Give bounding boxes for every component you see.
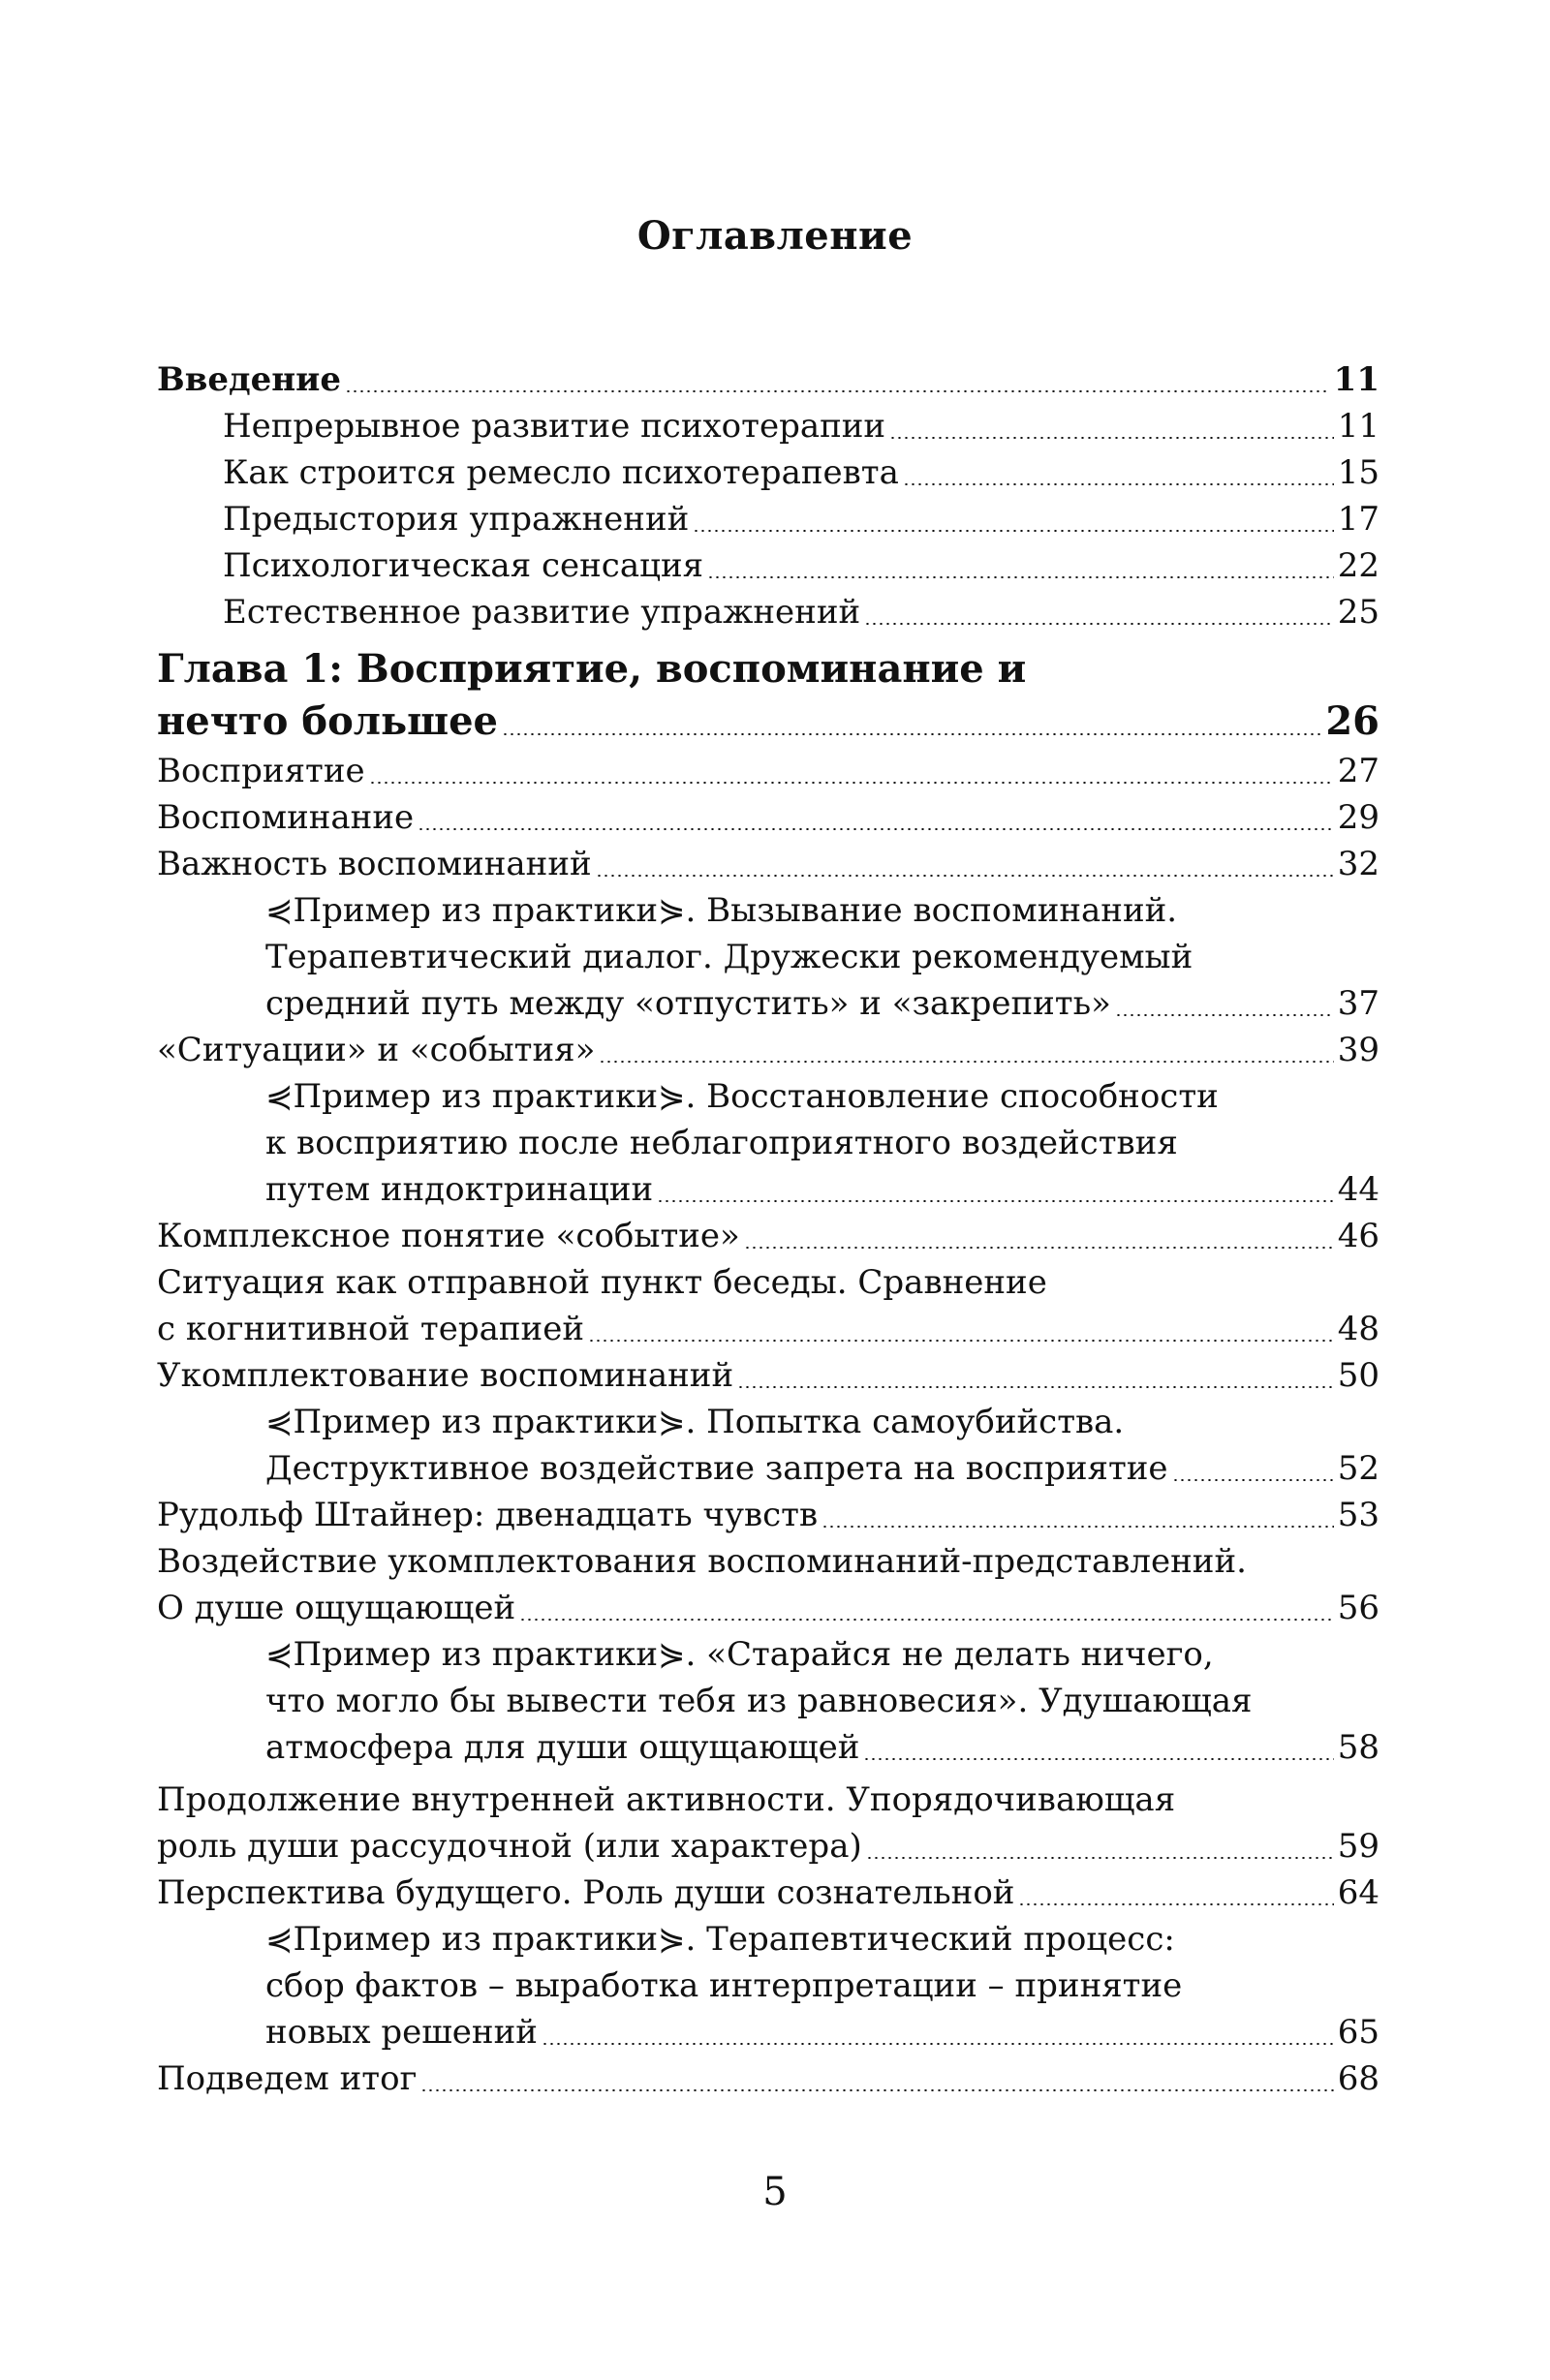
entry-page: 39	[1337, 1031, 1380, 1069]
entry-title-line: путем индоктринации	[265, 1170, 654, 1209]
entry-title: Психологическая сенсация	[223, 546, 704, 585]
entry-title: Перспектива будущего. Роль души сознательной	[157, 1873, 1015, 1912]
dot-leader	[693, 530, 1333, 532]
dot-leader	[744, 1247, 1334, 1249]
dot-leader	[599, 1061, 1333, 1063]
entry-title-line: ⋞Пример из практики⋟. «Старайся не делать ничего,	[265, 1635, 1214, 1674]
entry-page: 26	[1325, 698, 1380, 744]
toc-entry[interactable]	[157, 542, 1380, 589]
entry-title-line: к восприятию после неблагоприятного воздействия	[265, 1124, 1178, 1162]
dot-leader	[863, 1758, 1333, 1760]
entry-page: 64	[1337, 1873, 1380, 1912]
dot-leader	[542, 2043, 1334, 2045]
toc-entry[interactable]	[157, 496, 1380, 542]
entry-title-line: что могло бы вывести тебя из равновесия». Удушающая	[265, 1682, 1253, 1720]
entry-title: Введение	[157, 360, 342, 399]
entry-page: 50	[1337, 1356, 1380, 1395]
dot-leader	[519, 1619, 1334, 1621]
entry-page: 52	[1337, 1449, 1380, 1488]
entry-title: Естественное развитие упражнений	[223, 593, 861, 632]
toc-entry-introduction[interactable]	[157, 356, 1380, 403]
toc-entry[interactable]	[157, 794, 1380, 841]
toc-entry[interactable]	[157, 748, 1380, 794]
toc-entry-case-example[interactable]	[157, 1073, 1380, 1213]
dot-leader	[737, 1386, 1334, 1388]
dot-leader	[903, 483, 1334, 485]
toc-entry-case-example[interactable]	[157, 1399, 1380, 1492]
entry-title-line: сбор фактов – выработка интерпретации – принятие	[265, 1966, 1183, 2005]
entry-page: 44	[1337, 1170, 1380, 1209]
entry-page: 11	[1337, 407, 1380, 446]
dot-leader	[502, 733, 1321, 735]
page-title: Оглавление	[636, 213, 914, 259]
dot-leader	[1115, 1014, 1334, 1016]
dot-leader	[369, 782, 1334, 784]
toc-entry-case-example[interactable]	[157, 887, 1380, 1027]
entry-title-line: роль души рассудочной (или характера)	[157, 1827, 862, 1866]
entry-page: 48	[1337, 1310, 1380, 1348]
dot-leader	[889, 437, 1334, 439]
toc-entry[interactable]	[157, 1870, 1380, 1916]
entry-page: 22	[1337, 546, 1380, 585]
page-number: 5	[762, 2170, 788, 2214]
toc-entry[interactable]	[157, 1027, 1380, 1073]
entry-title-line: средний путь между «отпустить» и «закрепить»	[265, 984, 1111, 1023]
entry-title-line: нечто большее	[157, 698, 498, 744]
dot-leader	[822, 1526, 1334, 1528]
entry-title: Непрерывное развитие психотерапии	[223, 407, 886, 446]
toc-entry-case-example[interactable]	[157, 1631, 1380, 1771]
entry-title-line: ⋞Пример из практики⋟. Восстановление способности	[265, 1077, 1219, 1116]
dot-leader	[345, 390, 1330, 392]
entry-title-line: ⋞Пример из практики⋟. Вызывание воспоминаний.	[265, 891, 1178, 930]
toc-entry[interactable]	[157, 1777, 1380, 1870]
entry-title-line: ⋞Пример из практики⋟. Попытка самоубийства.	[265, 1403, 1125, 1441]
table-of-contents	[157, 356, 1380, 2102]
dot-leader	[596, 875, 1334, 877]
dot-leader	[418, 828, 1334, 830]
dot-leader	[864, 623, 1334, 625]
entry-page: 56	[1337, 1589, 1380, 1627]
toc-entry-case-example[interactable]	[157, 1916, 1380, 2055]
entry-title-line: с когнитивной терапией	[157, 1310, 584, 1348]
entry-title: Воспоминание	[157, 798, 415, 837]
entry-title-line: новых решений	[265, 2013, 538, 2052]
entry-title-line: Глава 1: Восприятие, воспоминание и	[157, 646, 1027, 692]
entry-page: 68	[1337, 2059, 1380, 2098]
entry-title: Предыстория упражнений	[223, 500, 690, 539]
entry-title: «Ситуации» и «события»	[157, 1031, 596, 1069]
toc-entry[interactable]	[157, 449, 1380, 496]
entry-page: 46	[1337, 1217, 1380, 1255]
toc-entry-chapter-1[interactable]	[157, 643, 1380, 748]
dot-leader	[866, 1857, 1334, 1859]
entry-title-line: О душе ощущающей	[157, 1589, 516, 1627]
entry-page: 53	[1337, 1496, 1380, 1534]
toc-entry[interactable]	[157, 841, 1380, 887]
entry-page: 29	[1337, 798, 1380, 837]
dot-leader	[707, 576, 1334, 578]
entry-title-line: Деструктивное воздействие запрета на восприятие	[265, 1449, 1168, 1488]
entry-title-line: Терапевтический диалог. Дружески рекомендуемый	[265, 938, 1194, 976]
entry-title: Рудольф Штайнер: двенадцать чувств	[157, 1496, 819, 1534]
entry-page: 11	[1333, 360, 1380, 399]
entry-page: 37	[1337, 984, 1380, 1023]
dot-leader	[588, 1340, 1334, 1342]
dot-leader	[1172, 1479, 1334, 1481]
toc-entry[interactable]	[157, 1492, 1380, 1538]
toc-entry[interactable]	[157, 589, 1380, 635]
entry-title-line: Воздействие укомплектования воспоминаний-представлений.	[157, 1542, 1247, 1581]
toc-entry[interactable]	[157, 2055, 1380, 2102]
toc-entry[interactable]	[157, 403, 1380, 449]
entry-title-line: Продолжение внутренней активности. Упорядочивающая	[157, 1780, 1176, 1819]
entry-title: Восприятие	[157, 752, 365, 790]
entry-title: Как строится ремесло психотерапевта	[223, 453, 899, 492]
toc-entry[interactable]	[157, 1352, 1380, 1399]
dot-leader	[657, 1200, 1334, 1202]
entry-title-line: Ситуация как отправной пункт беседы. Сравнение	[157, 1263, 1047, 1302]
entry-title-line: ⋞Пример из практики⋟. Терапевтический процесс:	[265, 1920, 1175, 1959]
toc-entry[interactable]	[157, 1538, 1380, 1631]
entry-title: Укомплектование воспоминаний	[157, 1356, 734, 1395]
entry-page: 65	[1337, 2013, 1380, 2052]
dot-leader	[1018, 1903, 1333, 1905]
entry-page: 17	[1337, 500, 1380, 539]
toc-entry[interactable]	[157, 1259, 1380, 1352]
toc-entry[interactable]	[157, 1213, 1380, 1259]
entry-title: Важность воспоминаний	[157, 845, 592, 883]
entry-page: 25	[1337, 593, 1380, 632]
entry-title-line: атмосфера для души ощущающей	[265, 1728, 860, 1767]
entry-title: Подведем итог	[157, 2059, 418, 2098]
entry-title: Комплексное понятие «событие»	[157, 1217, 740, 1255]
entry-page: 32	[1337, 845, 1380, 883]
entry-page: 58	[1337, 1728, 1380, 1767]
entry-page: 27	[1337, 752, 1380, 790]
entry-page: 15	[1337, 453, 1380, 492]
dot-leader	[420, 2089, 1333, 2091]
entry-page: 59	[1337, 1827, 1380, 1866]
